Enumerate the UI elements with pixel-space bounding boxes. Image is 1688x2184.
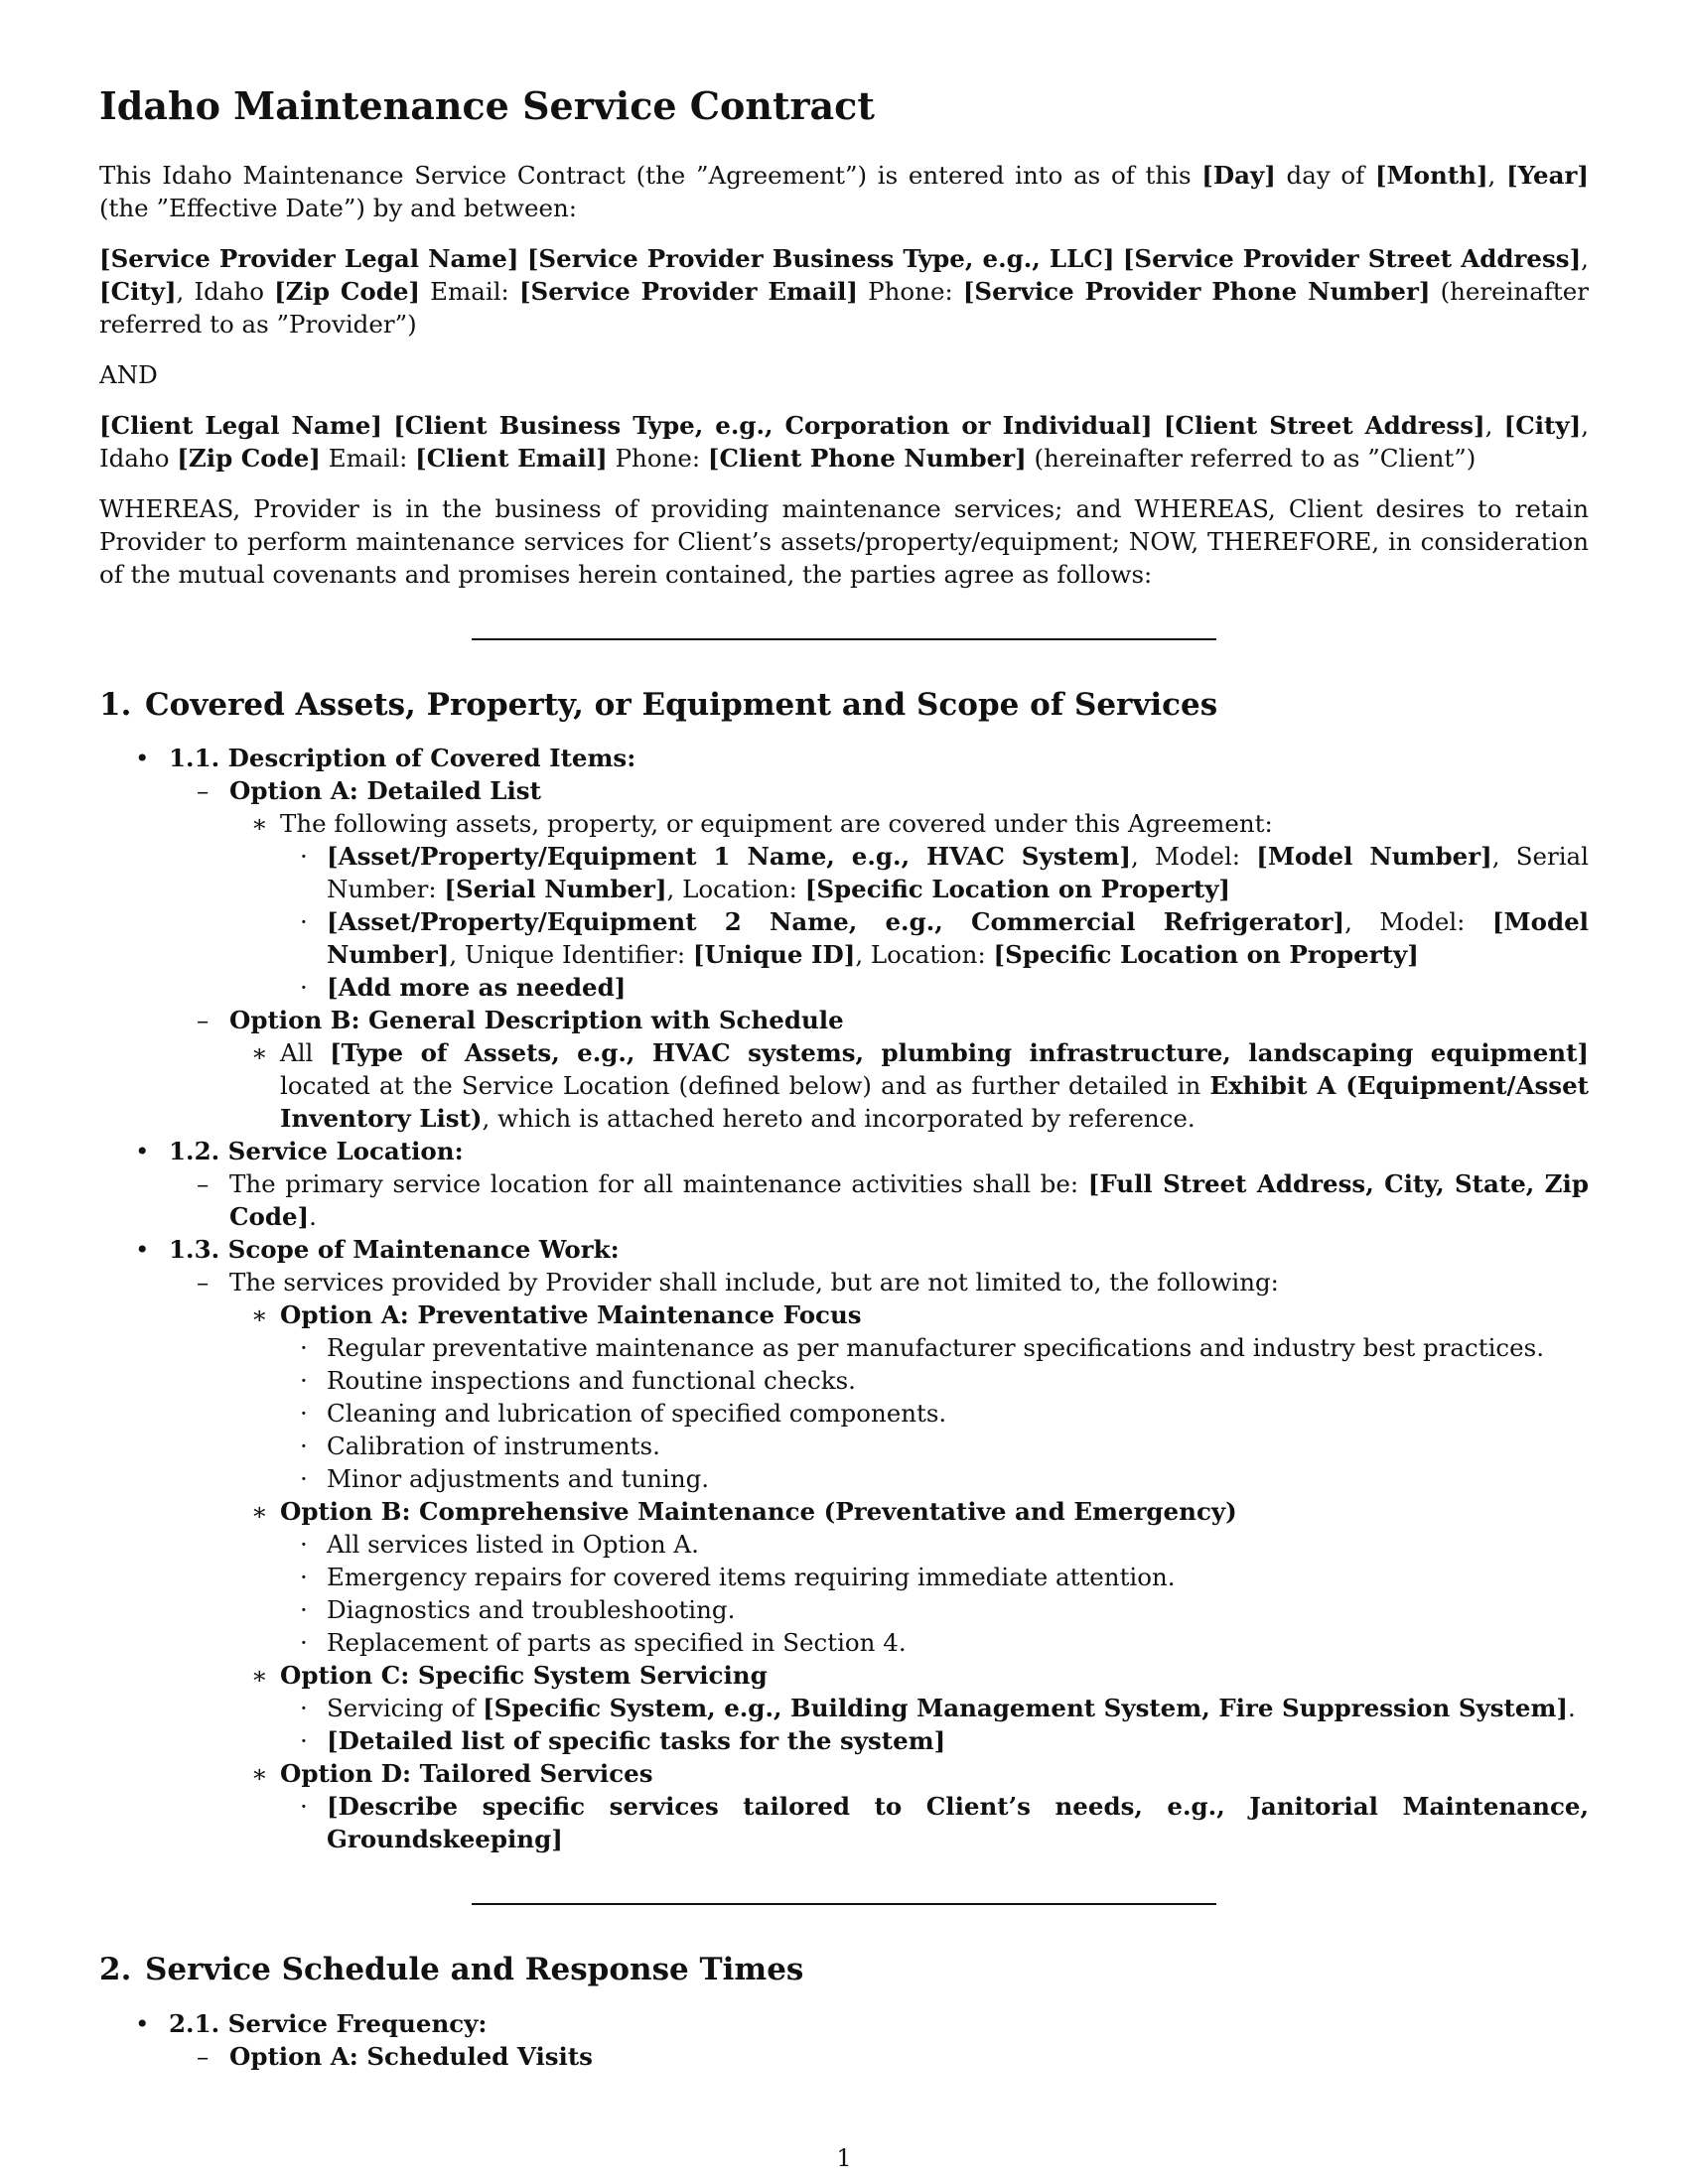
whereas-paragraph: WHEREAS, Provider is in the business of providing maintenance services; and WHEREAS, Client desires to retain Provider to perform maintenance services for Client’s assets/property/equipment; NOW, THEREFORE, in consideration of the mutual covenants and promises herein contained, the parties agree as follows: (99, 493, 1589, 589)
section-number: 2. (99, 1952, 132, 1988)
list-text: Regular preventative maintenance as per manufacturer specifications and industry best practices. (327, 1333, 1544, 1363)
dot-icon: · (300, 1333, 308, 1363)
list-item (99, 1462, 1589, 1495)
option-heading: Option D: Tailored Services (280, 1759, 653, 1789)
list-item (99, 807, 1589, 840)
asset-name: [Asset/Property/Equipment 1 Name, e.g., HVAC System] (327, 842, 1131, 872)
list-item (99, 1724, 1589, 1757)
list-item (99, 971, 1589, 1004)
client-email-label: Email: (320, 443, 416, 473)
tasks-placeholder: [Detailed list of specific tasks for the system] (327, 1726, 946, 1756)
list-item (99, 1036, 1589, 1135)
asterisk-icon: ∗ (251, 1759, 268, 1789)
list-item (99, 1593, 1589, 1626)
provider-phone: [Service Provider Phone Number] (962, 276, 1431, 306)
list-item (99, 742, 1589, 774)
list-item (99, 1626, 1589, 1659)
client-zip: [Zip Code] (177, 443, 321, 473)
bullet-icon: • (135, 1235, 150, 1265)
bullet-icon: • (135, 744, 150, 773)
client-name: [Client Legal Name] (99, 410, 382, 440)
option-heading: Option C: Specific System Servicing (280, 1661, 768, 1691)
asset-name: [Asset/Property/Equipment 2 Name, e.g., Commercial Refrigerator] (327, 907, 1345, 937)
list-text: All services listed in Option A. (327, 1530, 699, 1560)
list-text: Minor adjustments and tuning. (327, 1464, 710, 1494)
client-state: Idaho (99, 443, 178, 473)
location-placeholder: [Specific Location on Property] (804, 875, 1231, 904)
subsection-heading: 1.2. Service Location: (169, 1137, 464, 1166)
intro-text: (the ”Effective Date”) by and between: (99, 193, 577, 222)
bullet-icon: • (135, 2009, 150, 2039)
list-item (99, 1528, 1589, 1561)
bullet-icon: • (135, 1137, 150, 1166)
dot-icon: · (300, 842, 308, 872)
option-heading: Option A: Scheduled Visits (229, 2042, 593, 2072)
list-text: The following assets, property, or equipment are covered under this Agreement: (280, 809, 1273, 839)
subsection-heading: 1.1. Description of Covered Items: (169, 744, 636, 773)
label-text: , Location: (855, 940, 994, 970)
and-line: AND (99, 359, 158, 389)
list-text: Servicing of (327, 1694, 484, 1723)
location-placeholder: [Specific Location on Property] (993, 940, 1419, 970)
page-number: 1 (836, 2144, 852, 2172)
list-item (99, 1397, 1589, 1430)
section-2-heading (99, 1951, 1589, 1989)
list-item (99, 1298, 1589, 1331)
label-text: , Unique Identifier: (449, 940, 693, 970)
list-item (99, 1692, 1589, 1724)
system-placeholder: [Specific System, e.g., Building Management System, Fire Suppression System] (483, 1694, 1568, 1723)
dot-icon: · (300, 1530, 308, 1560)
services-placeholder: [Describe specific services tailored to Client’s needs, e.g., Janitorial Maintenance, Groundskeeping] (327, 1792, 1589, 1854)
label-text: , Serial Number: (327, 842, 1589, 904)
list-text: Routine inspections and functional checks. (327, 1366, 856, 1396)
provider-zip: [Zip Code] (274, 276, 421, 306)
client-phone-label: Phone: (607, 443, 708, 473)
section-title: Covered Assets, Property, or Equipment and Scope of Services (145, 686, 1218, 723)
day-placeholder: [Day] (1201, 160, 1276, 190)
list-text: The services provided by Provider shall include, but are not limited to, the following: (229, 1268, 1279, 1297)
client-street: [Client Street Address] (1163, 410, 1485, 440)
provider-phone-label: Phone: (858, 276, 963, 306)
list-item (99, 1757, 1589, 1790)
provider-tail: (hereinafter referred to as ”Provider”) (99, 276, 1589, 339)
list-text: . (1567, 1694, 1576, 1723)
list-text: All (280, 1038, 331, 1068)
list-text: . (309, 1202, 317, 1232)
dot-icon: · (300, 1563, 308, 1592)
dot-icon: · (300, 1399, 308, 1429)
dash-icon: – (197, 1268, 210, 1297)
list-item (99, 1430, 1589, 1462)
list-item (99, 1495, 1589, 1528)
client-paragraph: [Client Legal Name] [Client Business Type, e.g., Corporation or Individual] [Client Street Address], [City], Idaho [Zip Code] Email: [Client Email] Phone: [Client Phone Number] (hereinafter referred to as ”Client”) (99, 410, 1589, 473)
list-item (99, 1331, 1589, 1364)
option-heading: Option A: Preventative Maintenance Focus (280, 1300, 862, 1330)
list-text: Replacement of parts as specified in Section 4. (327, 1628, 907, 1658)
provider-city: [City] (99, 276, 177, 306)
option-heading: Option B: General Description with Schedule (229, 1006, 844, 1035)
dot-icon: · (300, 1726, 308, 1756)
asterisk-icon: ∗ (251, 809, 268, 839)
client-city: [City] (1503, 410, 1582, 440)
serial-placeholder: [Serial Number] (444, 875, 667, 904)
list-item (99, 1561, 1589, 1593)
address-placeholder: [Full Street Address, City, State, Zip Code] (229, 1169, 1589, 1232)
asterisk-icon: ∗ (251, 1497, 268, 1527)
list-item (99, 2040, 1589, 2073)
dash-icon: – (197, 1006, 210, 1035)
dot-icon: · (300, 1366, 308, 1396)
list-item (99, 1135, 1589, 1167)
list-text: located at the Service Location (defined below) and as further detailed in (280, 1071, 1210, 1101)
list-item (99, 1659, 1589, 1692)
list-item (99, 840, 1589, 905)
uid-placeholder: [Unique ID] (692, 940, 856, 970)
provider-type: [Service Provider Business Type, e.g., LLC] (526, 243, 1115, 273)
section-number: 1. (99, 686, 132, 723)
list-item (99, 1790, 1589, 1855)
subsection-heading: 1.3. Scope of Maintenance Work: (169, 1235, 620, 1265)
provider-street: [Service Provider Street Address] (1122, 243, 1582, 273)
model-placeholder: [Model Number] (1256, 842, 1492, 872)
list-text: Cleaning and lubrication of specified components. (327, 1399, 947, 1429)
add-more-placeholder: [Add more as needed] (327, 973, 627, 1003)
list-text: , which is attached hereto and incorporated by reference. (482, 1104, 1196, 1134)
list-item (99, 774, 1589, 807)
intro-text: , (1487, 160, 1507, 190)
intro-text: This Idaho Maintenance Service Contract (the ”Agreement”) is entered into as of this (99, 160, 1202, 190)
dot-icon: · (300, 1464, 308, 1494)
list-item (99, 1167, 1589, 1233)
provider-paragraph: [Service Provider Legal Name] [Service Provider Business Type, e.g., LLC] [Service Provider Street Address], [City], Idaho [Zip Code] Email: [Service Provider Email] Phone: [Service Provider Phone Number] (hereinafter referred to as ”Provider”) (99, 243, 1589, 339)
option-heading: Option B: Comprehensive Maintenance (Preventative and Emergency) (280, 1497, 1237, 1527)
asterisk-icon: ∗ (251, 1661, 268, 1691)
list-text: The primary service location for all maintenance activities shall be: (229, 1169, 1088, 1199)
dot-icon: · (300, 1432, 308, 1461)
model-placeholder: [Model Number] (327, 907, 1589, 970)
asterisk-icon: ∗ (251, 1038, 268, 1068)
client-tail: (hereinafter referred to as ”Client”) (1026, 443, 1477, 473)
dash-icon: – (197, 2042, 210, 2072)
page-title: Idaho Maintenance Service Contract (99, 83, 875, 128)
list-item (99, 1266, 1589, 1298)
dot-icon: · (300, 1595, 308, 1625)
asterisk-icon: ∗ (251, 1300, 268, 1330)
dot-icon: · (300, 1694, 308, 1723)
section-divider (472, 638, 1216, 640)
provider-name: [Service Provider Legal Name] (99, 243, 519, 273)
list-text: Emergency repairs for covered items requiring immediate attention. (327, 1563, 1176, 1592)
dot-icon: · (300, 1628, 308, 1658)
month-placeholder: [Month] (1374, 160, 1488, 190)
section-divider (472, 1903, 1216, 1905)
year-placeholder: [Year] (1506, 160, 1589, 190)
exhibit-reference: Exhibit A (Equipment/Asset Inventory List) (280, 1071, 1589, 1134)
contract-page (99, 83, 1589, 2073)
label-text: , Model: (1344, 907, 1492, 937)
list-item (99, 2007, 1589, 2040)
intro-text: day of (1275, 160, 1375, 190)
list-item (99, 1233, 1589, 1266)
list-item (99, 1004, 1589, 1036)
subsection-heading: 2.1. Service Frequency: (169, 2009, 488, 2039)
dot-icon: · (300, 907, 308, 937)
list-text: Calibration of instruments. (327, 1432, 660, 1461)
client-type: [Client Business Type, e.g., Corporation or Individual] (393, 410, 1153, 440)
section-1-heading (99, 686, 1589, 725)
dot-icon: · (300, 973, 308, 1003)
client-email: [Client Email] (415, 443, 608, 473)
client-phone: [Client Phone Number] (707, 443, 1027, 473)
dash-icon: – (197, 776, 210, 806)
list-item (99, 905, 1589, 971)
provider-email: [Service Provider Email] (518, 276, 859, 306)
asset-type-placeholder: [Type of Assets, e.g., HVAC systems, plumbing infrastructure, landscaping equipment] (330, 1038, 1590, 1068)
label-text: , Model: (1130, 842, 1257, 872)
section-title: Service Schedule and Response Times (145, 1952, 804, 1988)
provider-email-label: Email: (420, 276, 519, 306)
dot-icon: · (300, 1792, 308, 1822)
list-text: Diagnostics and troubleshooting. (327, 1595, 736, 1625)
label-text: , Location: (666, 875, 805, 904)
intro-paragraph (99, 159, 1589, 224)
dash-icon: – (197, 1169, 210, 1199)
list-item (99, 1364, 1589, 1397)
option-heading: Option A: Detailed List (229, 776, 541, 806)
provider-state: , Idaho (176, 276, 275, 306)
